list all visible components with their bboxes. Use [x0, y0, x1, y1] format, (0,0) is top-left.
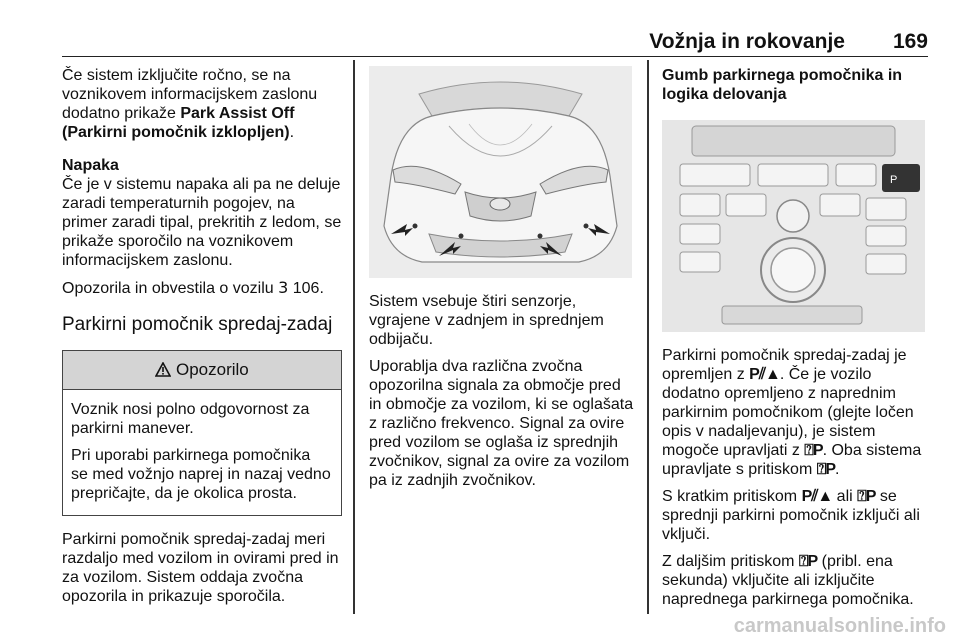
- advanced-park-assist-icon: ⍰P: [816, 461, 835, 478]
- warning-triangle-icon: [155, 360, 176, 379]
- page-header: [62, 28, 928, 57]
- park-assist-symbol-icon: P⫽▲: [801, 488, 833, 505]
- signals-paragraph: Uporablja dva različna zvočna opozorilna signala za območje pred in območje za vozilom, ki se oglašata z različno frekvenco. Signal za ovire pred vozilom se oglaša iz sprednjih zvočnikov, signal za ovire za vozilom pa iz zadnjih zvočnikov.: [369, 358, 634, 489]
- section-title: Parkirni pomočnik spredaj-zadaj: [62, 314, 333, 335]
- long-press-paragraph: Z daljšim pritiskom ⍰P (pribl. ena sekunda) vključite ali izključite naprednega parkirnega pomočnika.: [662, 553, 914, 608]
- manual-off-paragraph: Če sistem izključite ročno, se na voznikovem informacijskem zaslonu dodatno prikaže Park Assist Off (Parkirni pomočnik izklopljen).: [62, 67, 318, 141]
- page-number: 169: [892, 30, 928, 53]
- warning-header: [63, 351, 341, 390]
- middle-column: [369, 66, 637, 498]
- sensors-paragraph: Sistem vsebuje štiri senzorje, vgrajene v zadnjem in sprednjem odbijaču.: [369, 293, 604, 348]
- park-assist-symbol-icon: P⫽▲: [749, 366, 780, 383]
- warning-box: [62, 350, 342, 516]
- operation-paragraph: Parkirni pomočnik spredaj-zadaj je opremljen z P⫽▲. Če je vozilo dodatno opremljeno z naprednim parkirnim pomočnikom (glejte ločen opis v nadaljevanju), je sistem mogoče upravljati z ⍰P. Oba sistema upravljate s pritiskom ⍰P.: [662, 347, 922, 478]
- advanced-park-assist-icon: ⍰P: [804, 442, 823, 459]
- warning-body: [63, 390, 341, 515]
- advanced-park-assist-icon: ⍰P: [798, 553, 818, 570]
- chapter-title: Vožnja in rokovanje: [649, 30, 845, 53]
- park-assist-button-icon: P: [890, 174, 898, 186]
- right-column: [662, 66, 932, 617]
- watermark: carmanualsonline.info: [733, 615, 946, 637]
- fault-heading: Napaka: [62, 157, 119, 174]
- system-description: Parkirni pomočnik spredaj-zadaj meri razdaljo med vozilom in ovirami pred in za vozilom. Sistem oddaja zvočna opozorila in prikazuje sporočila.: [62, 531, 339, 605]
- warning-label: Opozorilo: [175, 360, 249, 379]
- button-logic-heading: Gumb parkirnega pomočnika in logika delovanja: [662, 67, 903, 103]
- advanced-park-assist-icon: ⍰P: [857, 488, 876, 505]
- short-press-paragraph: S kratkim pritiskom P⫽▲ ali ⍰P se sprednji parkirni pomočnik izključi ali vključi.: [662, 488, 920, 543]
- column-divider: [353, 60, 355, 614]
- fault-paragraph: Če je v sistemu napaka ali pa ne deluje zaradi temperaturnih pogojev, na primer zaradi tipal, prekritih z ledom, se prikaže sporočilo na voznikovem informacijskem zaslonu.: [62, 176, 342, 269]
- car-front-image: [369, 66, 632, 278]
- warning-text-1: Voznik nosi polno odgovornost za parkirni manever.: [71, 401, 310, 437]
- left-column: [62, 66, 342, 614]
- warning-text-2: Pri uporabi parkirnega pomočnika se med vožnjo naprej in nazaj vedno prepričajte, da je okolica prosta.: [71, 447, 331, 502]
- reference-line[interactable]: Opozorila in obvestila o vozilu 3 106.: [62, 278, 324, 297]
- column-divider: [647, 60, 649, 614]
- center-console-image: [662, 120, 925, 332]
- page-ref-arrow-icon: 3: [278, 278, 289, 297]
